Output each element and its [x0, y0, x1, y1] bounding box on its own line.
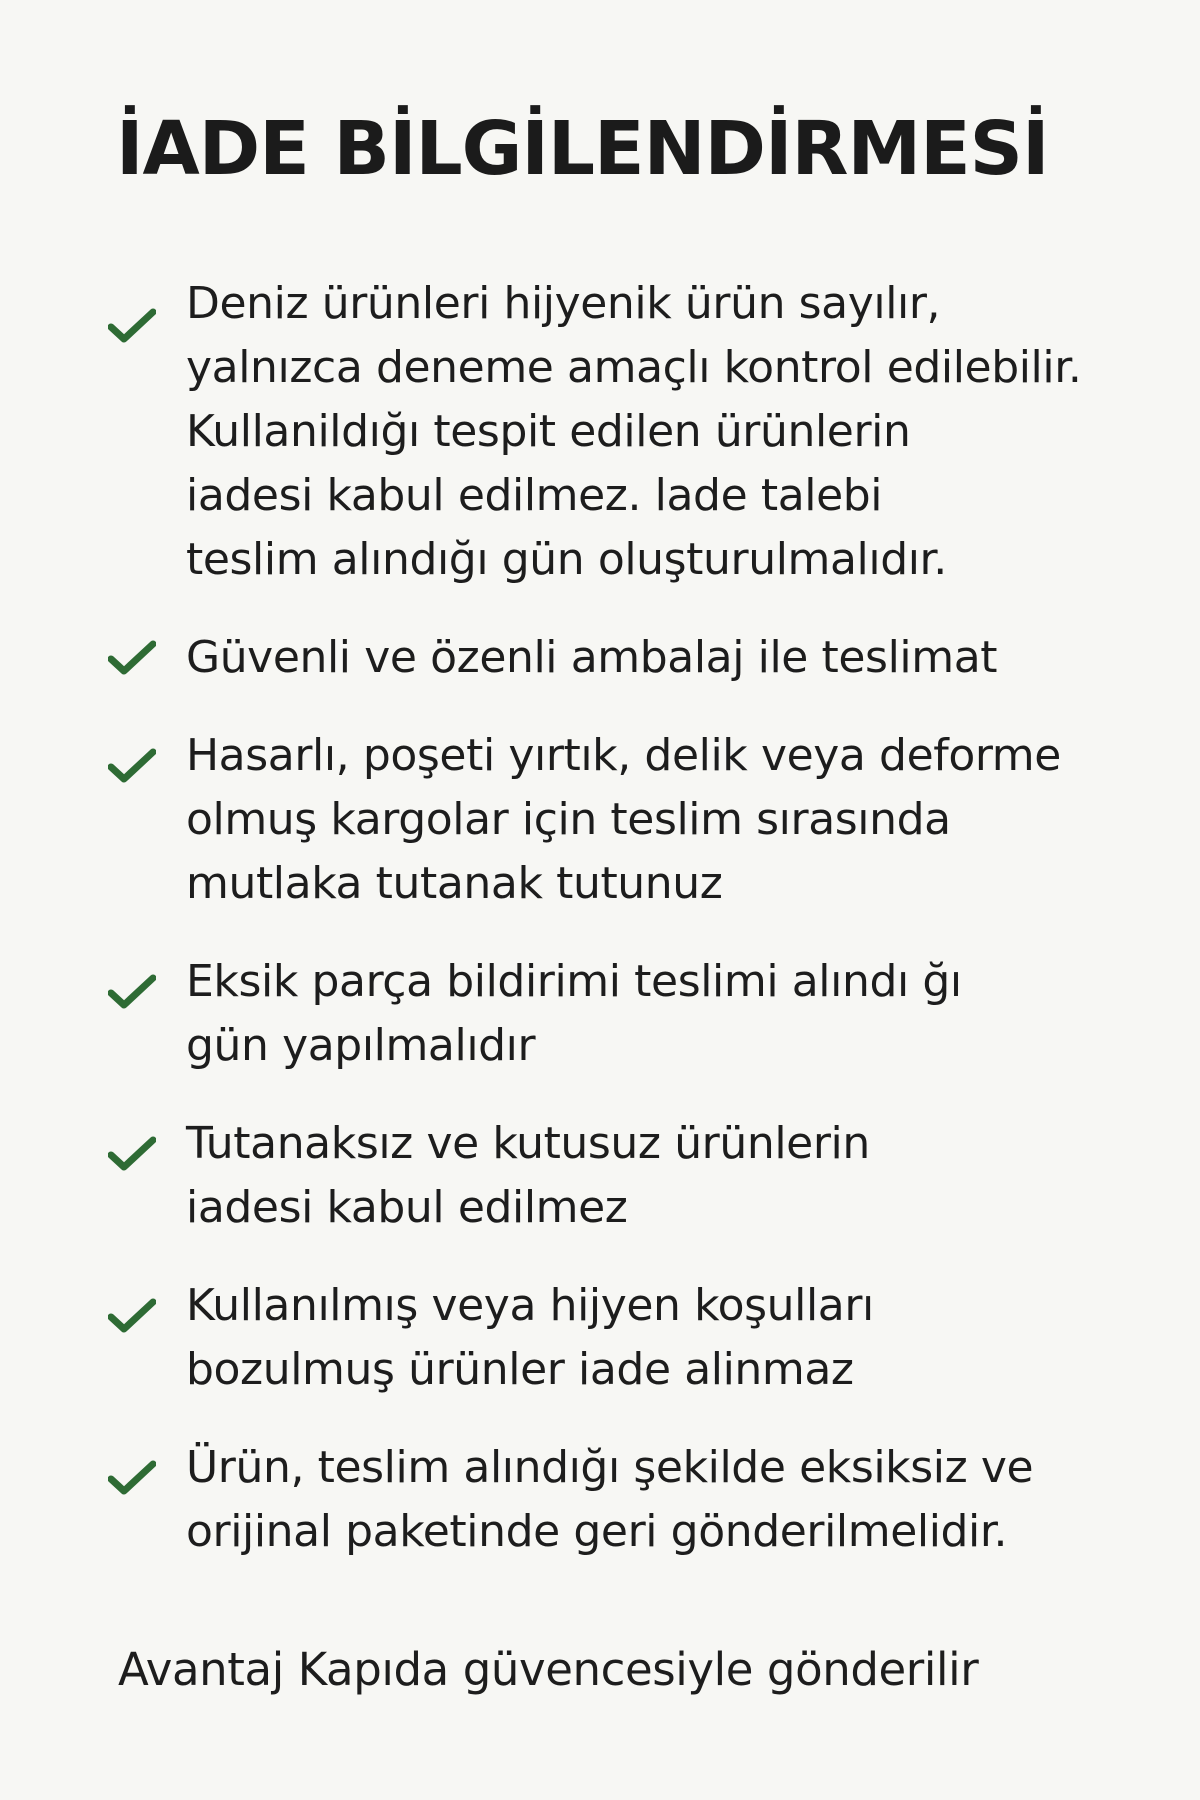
list-item-text: Ürün, teslim alındığı şekilde eksiksiz ve orijinal paketinde geri gönderilmelidir. — [186, 1442, 1034, 1557]
check-icon — [108, 306, 156, 346]
list-item — [0, 626, 1200, 690]
check-icon — [108, 972, 156, 1012]
list-item-text: Deniz ürünleri hijyenik ürün sayılır, yalnızca deneme amaçlı kontrol edilebilir. Kullanildığı tespit edilen ürünlerin iadesi kabul edilmez. lade talebi teslim alındığı gün oluşturulmalıdır. — [186, 278, 1082, 585]
list-item — [0, 1274, 1200, 1402]
page-title: İADE BİLGİLENDİRMESİ — [116, 106, 1049, 192]
list-item — [0, 272, 1200, 592]
list-item-text: Eksik parça bildirimi teslimi alındı ğı gün yapılmalıdır — [186, 956, 962, 1071]
check-icon — [108, 746, 156, 786]
footer-note: Avantaj Kapıda güvencesiyle gönderilir — [118, 1643, 979, 1696]
list-item-text: Tutanaksız ve kutusuz ürünlerin iadesi kabul edilmez — [186, 1118, 870, 1233]
list-item-text: Güvenli ve özenli ambalaj ile teslimat — [186, 632, 998, 683]
list-item — [0, 1112, 1200, 1240]
return-rules-list — [0, 272, 1200, 1598]
check-icon — [108, 1458, 156, 1498]
check-icon — [108, 1296, 156, 1336]
list-item — [0, 1436, 1200, 1564]
check-icon — [108, 1134, 156, 1174]
list-item — [0, 950, 1200, 1078]
list-item-text: Kullanılmış veya hijyen koşulları bozulmuş ürünler iade alinmaz — [186, 1280, 874, 1395]
list-item — [0, 724, 1200, 916]
check-icon — [108, 638, 156, 678]
list-item-text: Hasarlı, poşeti yırtık, delik veya deforme olmuş kargolar için teslim sırasında mutlaka tutanak tutunuz — [186, 730, 1061, 909]
